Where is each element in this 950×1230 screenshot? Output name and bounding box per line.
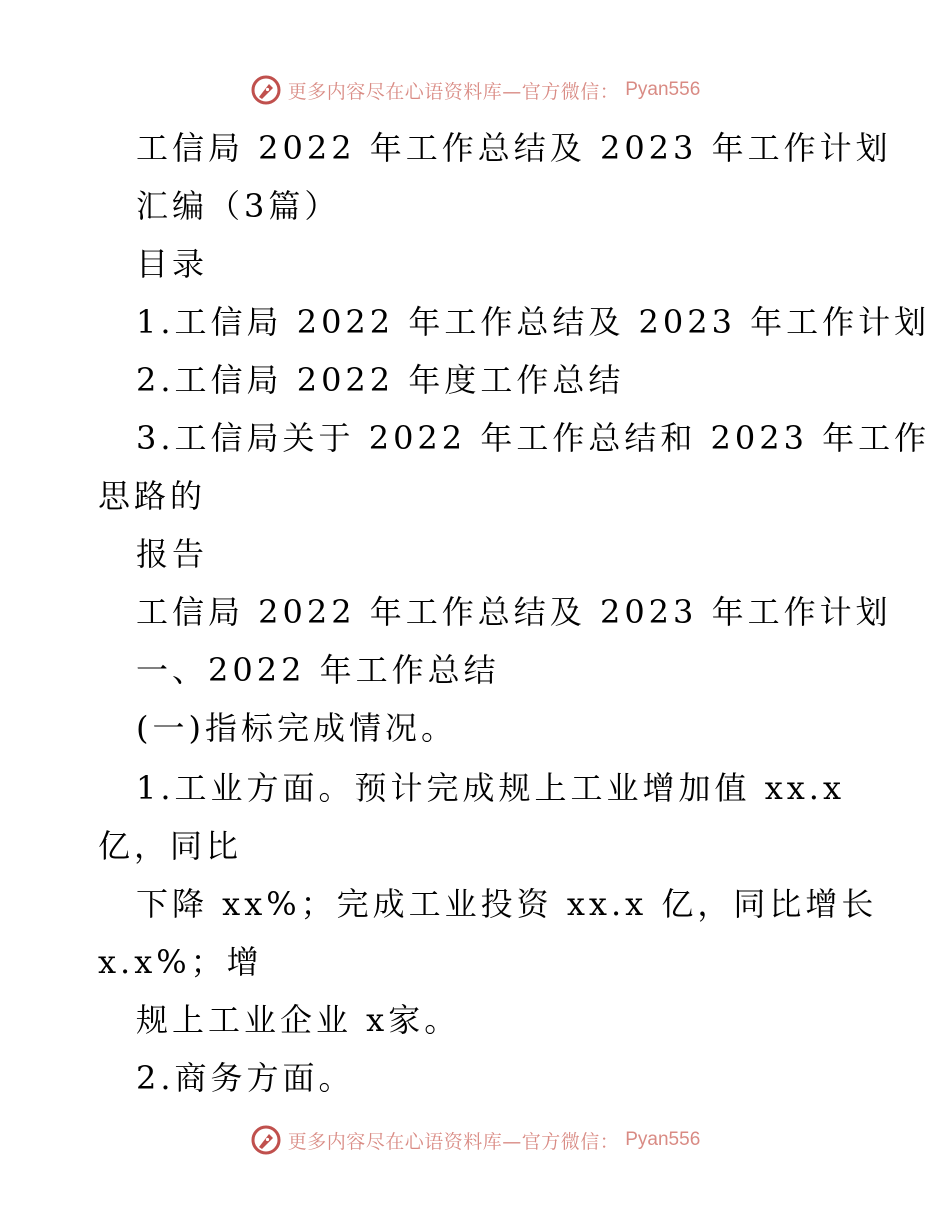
paragraph-line: 2.商务方面。 xyxy=(136,1059,355,1097)
toc-item-1: 1.工信局 2022 年工作总结及 2023 年工作计划 xyxy=(136,303,931,341)
doc-title-line-2: 汇编（3篇） xyxy=(136,187,341,225)
footer-watermark xyxy=(0,1120,950,1160)
toc-item-3-end: 报告 xyxy=(136,535,209,573)
toc-item-3-cont: 思路的 xyxy=(98,477,207,515)
toc-item-2: 2.工信局 2022 年度工作总结 xyxy=(136,361,625,399)
header-watermark xyxy=(0,70,950,110)
watermark-handle: Pyan556 xyxy=(625,1129,701,1150)
pen-nib-circle-icon xyxy=(250,1124,282,1156)
toc-item-3: 3.工信局关于 2022 年工作总结和 2023 年工作 xyxy=(136,419,931,457)
watermark-handle: Pyan556 xyxy=(625,79,701,100)
toc-heading: 目录 xyxy=(136,245,209,283)
heading-part-1: 一、2022 年工作总结 xyxy=(136,651,500,689)
paragraph-line: 亿，同比 xyxy=(98,827,243,865)
watermark-text: 更多内容尽在心语资料库—官方微信： xyxy=(287,1130,620,1153)
watermark-text: 更多内容尽在心语资料库—官方微信： xyxy=(287,80,620,103)
paragraph-line: 规上工业企业 x家。 xyxy=(136,1001,461,1039)
paragraph-line: x.x%；增 xyxy=(98,943,263,981)
pen-nib-circle-icon xyxy=(250,74,282,106)
section-title: 工信局 2022 年工作总结及 2023 年工作计划 xyxy=(136,593,892,631)
paragraph-line: 下降 xx%；完成工业投资 xx.x 亿，同比增长 xyxy=(136,885,878,923)
doc-title-line-1: 工信局 2022 年工作总结及 2023 年工作计划 xyxy=(136,129,892,167)
paragraph-line: 1.工业方面。预计完成规上工业增加值 xx.x xyxy=(136,769,846,807)
subheading-indicators: (一)指标完成情况。 xyxy=(136,709,457,747)
